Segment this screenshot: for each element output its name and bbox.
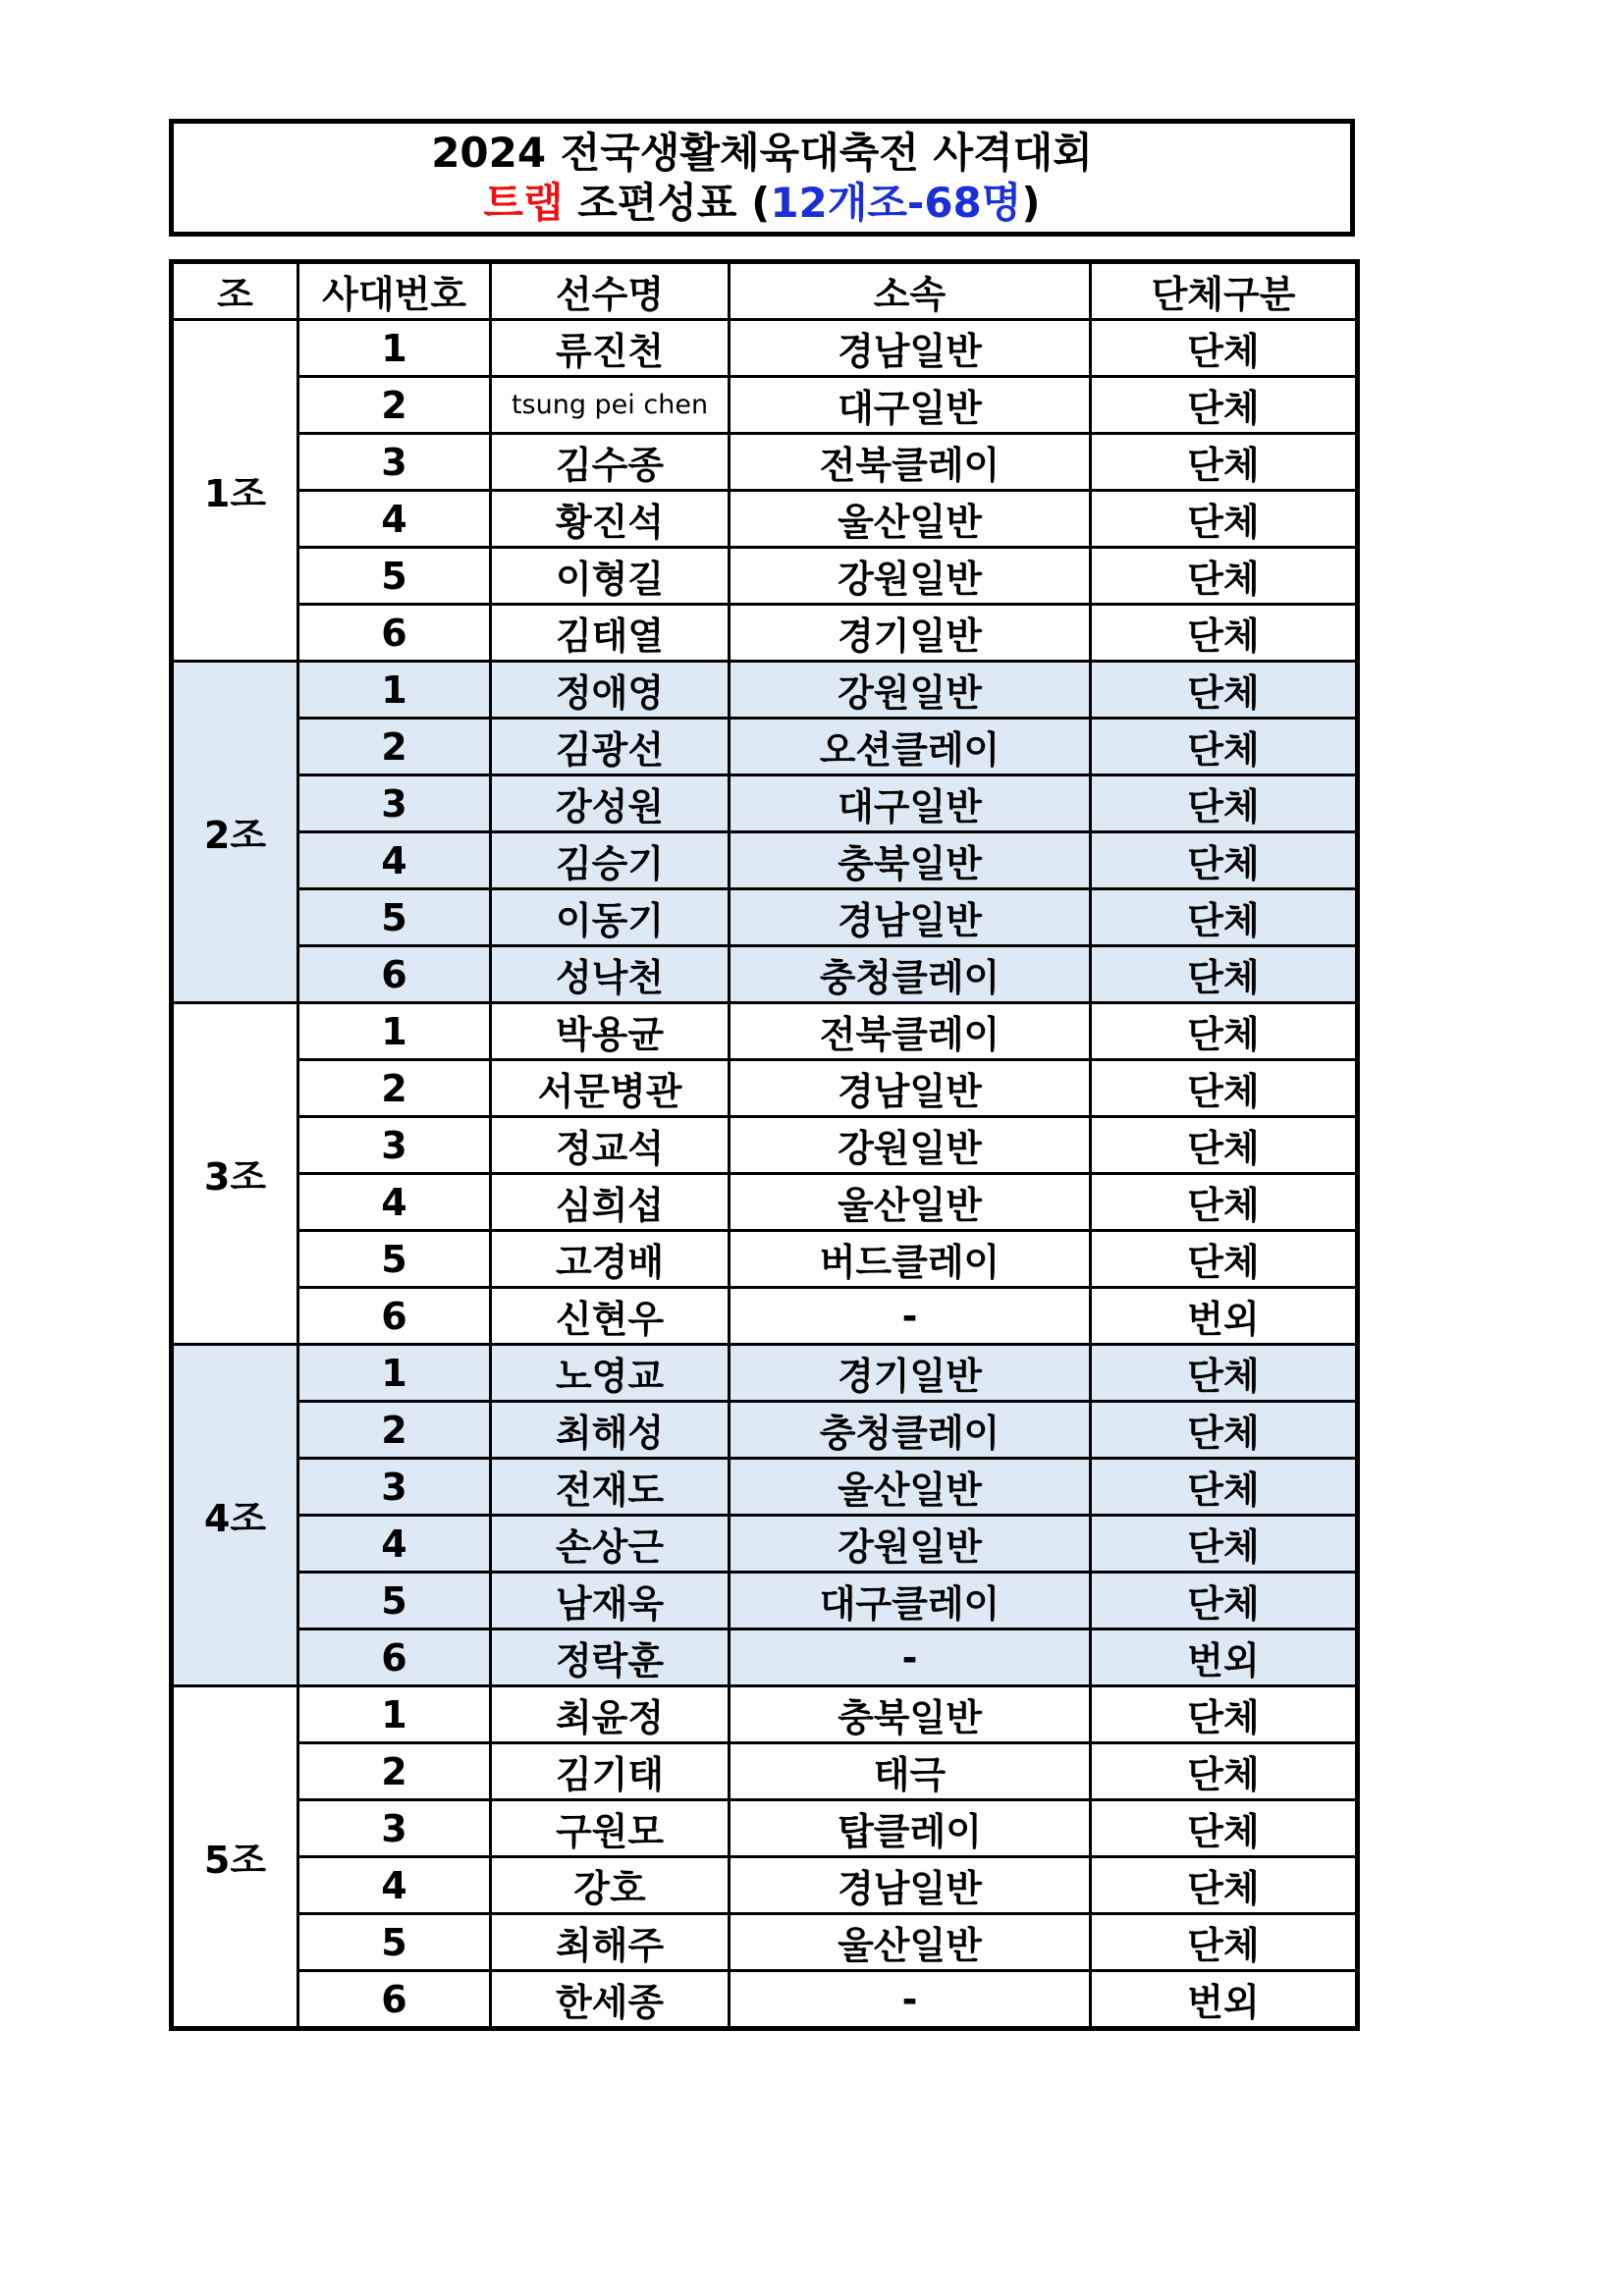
table-row bbox=[172, 377, 1358, 434]
player-name: 성낙천 bbox=[491, 946, 730, 1003]
player-name: 강호 bbox=[491, 1857, 730, 1914]
player-name: 강성원 bbox=[491, 775, 730, 832]
title-line2 bbox=[483, 178, 1040, 228]
player-name: 정교석 bbox=[491, 1117, 730, 1174]
entry-type: 단체 bbox=[1091, 719, 1358, 775]
lane-number: 2 bbox=[298, 1402, 491, 1459]
player-name: 김광선 bbox=[491, 719, 730, 775]
team-name: 충북일반 bbox=[730, 832, 1091, 889]
team-name: 오션클레이 bbox=[730, 719, 1091, 775]
lane-number: 6 bbox=[298, 946, 491, 1003]
lane-number: 2 bbox=[298, 719, 491, 775]
table-row bbox=[172, 1743, 1358, 1800]
entry-type: 단체 bbox=[1091, 1003, 1358, 1060]
player-name: 손상근 bbox=[491, 1516, 730, 1573]
entry-type: 단체 bbox=[1091, 1800, 1358, 1857]
entry-type: 단체 bbox=[1091, 1686, 1358, 1743]
table-row bbox=[172, 434, 1358, 491]
player-name: 김승기 bbox=[491, 832, 730, 889]
player-name: 고경배 bbox=[491, 1231, 730, 1288]
player-name: 류진천 bbox=[491, 320, 730, 377]
lane-number: 5 bbox=[298, 889, 491, 946]
player-name: 최해주 bbox=[491, 1914, 730, 1971]
roster-table bbox=[169, 259, 1360, 2031]
title-event: 트랩 bbox=[483, 179, 564, 227]
team-name: 울산일반 bbox=[730, 491, 1091, 548]
title-mid: 조편성표 ( bbox=[563, 179, 771, 227]
lane-number: 3 bbox=[298, 1800, 491, 1857]
entry-type: 단체 bbox=[1091, 662, 1358, 719]
header-name: 선수명 bbox=[491, 262, 730, 320]
team-name: 태극 bbox=[730, 1743, 1091, 1800]
team-name: 경기일반 bbox=[730, 1345, 1091, 1402]
lane-number: 4 bbox=[298, 1174, 491, 1231]
lane-number: 1 bbox=[298, 1686, 491, 1743]
team-name: 충북일반 bbox=[730, 1686, 1091, 1743]
header-lane: 사대번호 bbox=[298, 262, 491, 320]
entry-type: 단체 bbox=[1091, 1516, 1358, 1573]
entry-type: 단체 bbox=[1091, 1174, 1358, 1231]
entry-type: 단체 bbox=[1091, 434, 1358, 491]
team-name: 경남일반 bbox=[730, 320, 1091, 377]
table-row bbox=[172, 1402, 1358, 1459]
entry-type: 단체 bbox=[1091, 1345, 1358, 1402]
player-name: 노영교 bbox=[491, 1345, 730, 1402]
team-name: 대구일반 bbox=[730, 775, 1091, 832]
lane-number: 1 bbox=[298, 1003, 491, 1060]
title-count: 12개조-68명 bbox=[770, 179, 1022, 227]
team-name: 대구클레이 bbox=[730, 1573, 1091, 1629]
player-name: 박용균 bbox=[491, 1003, 730, 1060]
team-name: 전북클레이 bbox=[730, 1003, 1091, 1060]
team-name: 충청클레이 bbox=[730, 1402, 1091, 1459]
table-row bbox=[172, 320, 1358, 377]
table-row bbox=[172, 491, 1358, 548]
entry-type: 단체 bbox=[1091, 946, 1358, 1003]
team-name: 강원일반 bbox=[730, 548, 1091, 605]
lane-number: 2 bbox=[298, 1743, 491, 1800]
player-name: 이형길 bbox=[491, 548, 730, 605]
table-row bbox=[172, 1459, 1358, 1516]
entry-type: 단체 bbox=[1091, 605, 1358, 662]
lane-number: 1 bbox=[298, 320, 491, 377]
lane-number: 6 bbox=[298, 1629, 491, 1686]
table-row bbox=[172, 1857, 1358, 1914]
entry-type: 단체 bbox=[1091, 491, 1358, 548]
lane-number: 4 bbox=[298, 491, 491, 548]
table-row bbox=[172, 719, 1358, 775]
table-row bbox=[172, 1117, 1358, 1174]
team-name: 강원일반 bbox=[730, 662, 1091, 719]
lane-number: 3 bbox=[298, 1459, 491, 1516]
lane-number: 2 bbox=[298, 377, 491, 434]
title-box bbox=[169, 119, 1355, 237]
player-name: tsung pei chen bbox=[491, 377, 730, 434]
table-row bbox=[172, 1003, 1358, 1060]
entry-type: 단체 bbox=[1091, 1857, 1358, 1914]
team-name: 강원일반 bbox=[730, 1117, 1091, 1174]
lane-number: 1 bbox=[298, 662, 491, 719]
table-row bbox=[172, 1800, 1358, 1857]
player-name: 최윤정 bbox=[491, 1686, 730, 1743]
player-name: 정락훈 bbox=[491, 1629, 730, 1686]
player-name: 서문병관 bbox=[491, 1060, 730, 1117]
group-label: 5조 bbox=[172, 1686, 298, 2029]
group-label: 1조 bbox=[172, 320, 298, 662]
player-name: 김수종 bbox=[491, 434, 730, 491]
player-name: 전재도 bbox=[491, 1459, 730, 1516]
team-name: - bbox=[730, 1629, 1091, 1686]
player-name: 남재욱 bbox=[491, 1573, 730, 1629]
lane-number: 1 bbox=[298, 1345, 491, 1402]
header-row bbox=[172, 262, 1358, 320]
player-name: 이동기 bbox=[491, 889, 730, 946]
entry-type: 단체 bbox=[1091, 377, 1358, 434]
entry-type: 단체 bbox=[1091, 1743, 1358, 1800]
group-label: 4조 bbox=[172, 1345, 298, 1686]
table-row bbox=[172, 832, 1358, 889]
table-row bbox=[172, 889, 1358, 946]
lane-number: 5 bbox=[298, 1914, 491, 1971]
table-row bbox=[172, 662, 1358, 719]
entry-type: 단체 bbox=[1091, 548, 1358, 605]
lane-number: 5 bbox=[298, 548, 491, 605]
player-name: 황진석 bbox=[491, 491, 730, 548]
table-row bbox=[172, 605, 1358, 662]
header-group: 조 bbox=[172, 262, 298, 320]
lane-number: 5 bbox=[298, 1231, 491, 1288]
entry-type: 단체 bbox=[1091, 889, 1358, 946]
entry-type: 번외 bbox=[1091, 1288, 1358, 1345]
team-name: 버드클레이 bbox=[730, 1231, 1091, 1288]
table-row bbox=[172, 1174, 1358, 1231]
team-name: 충청클레이 bbox=[730, 946, 1091, 1003]
entry-type: 단체 bbox=[1091, 775, 1358, 832]
entry-type: 단체 bbox=[1091, 1060, 1358, 1117]
table-row bbox=[172, 1288, 1358, 1345]
team-name: 경기일반 bbox=[730, 605, 1091, 662]
player-name: 구원모 bbox=[491, 1800, 730, 1857]
player-name: 김태열 bbox=[491, 605, 730, 662]
table-row bbox=[172, 1516, 1358, 1573]
title-end: ) bbox=[1021, 179, 1041, 227]
team-name: 대구일반 bbox=[730, 377, 1091, 434]
lane-number: 4 bbox=[298, 1516, 491, 1573]
team-name: 경남일반 bbox=[730, 1060, 1091, 1117]
player-name: 정애영 bbox=[491, 662, 730, 719]
table-row bbox=[172, 1060, 1358, 1117]
team-name: - bbox=[730, 1971, 1091, 2029]
table-row bbox=[172, 1914, 1358, 1971]
table-row bbox=[172, 1345, 1358, 1402]
table-row bbox=[172, 548, 1358, 605]
entry-type: 단체 bbox=[1091, 832, 1358, 889]
entry-type: 단체 bbox=[1091, 1573, 1358, 1629]
team-name: 경남일반 bbox=[730, 1857, 1091, 1914]
lane-number: 4 bbox=[298, 1857, 491, 1914]
entry-type: 단체 bbox=[1091, 1117, 1358, 1174]
table-row bbox=[172, 1573, 1358, 1629]
roster-body bbox=[172, 320, 1358, 2029]
group-label: 3조 bbox=[172, 1003, 298, 1345]
lane-number: 4 bbox=[298, 832, 491, 889]
entry-type: 단체 bbox=[1091, 1231, 1358, 1288]
lane-number: 3 bbox=[298, 775, 491, 832]
table-row bbox=[172, 1231, 1358, 1288]
table-row bbox=[172, 1686, 1358, 1743]
header-type: 단체구분 bbox=[1091, 262, 1358, 320]
player-name: 최해성 bbox=[491, 1402, 730, 1459]
team-name: 탑클레이 bbox=[730, 1800, 1091, 1857]
player-name: 김기태 bbox=[491, 1743, 730, 1800]
entry-type: 번외 bbox=[1091, 1971, 1358, 2029]
entry-type: 단체 bbox=[1091, 320, 1358, 377]
table-row bbox=[172, 946, 1358, 1003]
lane-number: 6 bbox=[298, 1288, 491, 1345]
lane-number: 3 bbox=[298, 434, 491, 491]
lane-number: 2 bbox=[298, 1060, 491, 1117]
team-name: 울산일반 bbox=[730, 1914, 1091, 1971]
lane-number: 3 bbox=[298, 1117, 491, 1174]
player-name: 한세종 bbox=[491, 1971, 730, 2029]
team-name: - bbox=[730, 1288, 1091, 1345]
lane-number: 6 bbox=[298, 1971, 491, 2029]
table-row bbox=[172, 775, 1358, 832]
lane-number: 5 bbox=[298, 1573, 491, 1629]
group-label: 2조 bbox=[172, 662, 298, 1003]
entry-type: 단체 bbox=[1091, 1914, 1358, 1971]
entry-type: 번외 bbox=[1091, 1629, 1358, 1686]
table-row bbox=[172, 1971, 1358, 2029]
team-name: 강원일반 bbox=[730, 1516, 1091, 1573]
team-name: 울산일반 bbox=[730, 1459, 1091, 1516]
player-name: 심희섭 bbox=[491, 1174, 730, 1231]
team-name: 울산일반 bbox=[730, 1174, 1091, 1231]
player-name: 신현우 bbox=[491, 1288, 730, 1345]
lane-number: 6 bbox=[298, 605, 491, 662]
entry-type: 단체 bbox=[1091, 1459, 1358, 1516]
entry-type: 단체 bbox=[1091, 1402, 1358, 1459]
table-row bbox=[172, 1629, 1358, 1686]
header-team: 소속 bbox=[730, 262, 1091, 320]
title-line1: 2024 전국생활체육대축전 사격대회 bbox=[431, 128, 1093, 177]
team-name: 전북클레이 bbox=[730, 434, 1091, 491]
team-name: 경남일반 bbox=[730, 889, 1091, 946]
